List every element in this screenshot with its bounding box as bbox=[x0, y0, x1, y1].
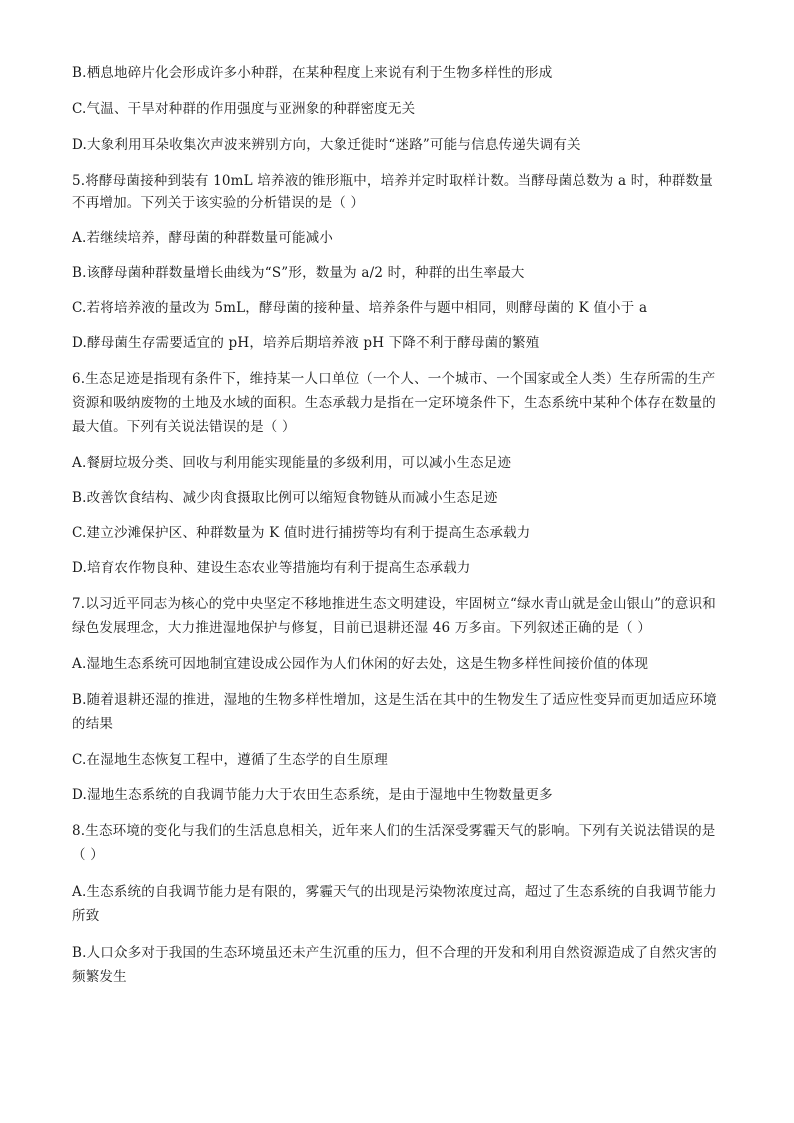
q8-option-b: B.人口众多对于我国的生态环境虽还未产生沉重的压力，但不合理的开发和利用自然资源造成了自然灾害的频繁发生 bbox=[72, 945, 717, 985]
q4-option-c: C.气温、干旱对种群的作用强度与亚洲象的种群密度无关 bbox=[72, 101, 416, 117]
q7-option-d: D.湿地生态系统的自我调节能力大于农田生态系统，是由于湿地中生物数量更多 bbox=[72, 787, 553, 803]
q4-option-d: D.大象利用耳朵收集次声波来辨别方向，大象迁徙时“迷路”可能与信息传递失调有关 bbox=[72, 137, 581, 153]
q7-stem: 7.以习近平同志为核心的党中央坚定不移地推进生态文明建设，牢固树立“绿水青山就是金山银山”的意识和绿色发展理念，大力推进湿地保护与修复，目前已退耕还湿 46 万多亩。下列叙述正确的是（ ） bbox=[72, 596, 716, 636]
q5-option-d: D.酵母菌生存需要适宜的 pH，培养后期培养液 pH 下降不利于酵母菌的繁殖 bbox=[72, 335, 540, 351]
q6-stem: 6.生态足迹是指现有条件下，维持某一人口单位（一个人、一个城市、一个国家或全人类）生存所需的生产资源和吸纳废物的土地及水域的面积。生态承载力是指在一定环境条件下，生态系统中某种个体存在数量的最大值。下列有关说法错误的是（ ） bbox=[72, 371, 716, 435]
q6-option-d: D.培育农作物良种、建设生态农业等措施均有利于提高生态承载力 bbox=[72, 560, 471, 576]
q5-option-b: B.该酵母菌种群数量增长曲线为“S”形，数量为 a/2 时，种群的出生率最大 bbox=[72, 265, 525, 281]
exam-page bbox=[72, 62, 722, 989]
q7-option-b: B.随着退耕还湿的推进，湿地的生物多样性增加，这是生活在其中的生物发生了适应性变异而更加适应环境的结果 bbox=[72, 692, 717, 732]
q6-option-b: B.改善饮食结构、减少肉食摄取比例可以缩短食物链从而减小生态足迹 bbox=[72, 490, 498, 506]
q5-stem: 5.将酵母菌接种到装有 10mL 培养液的锥形瓶中，培养并定时取样计数。当酵母菌总数为 a 时，种群数量不再增加。下列关于该实验的分析错误的是（ ） bbox=[72, 173, 713, 211]
q5-option-a: A.若继续培养，酵母菌的种群数量可能减小 bbox=[72, 230, 334, 246]
q7-option-c: C.在湿地生态恢复工程中，遵循了生态学的自生原理 bbox=[72, 752, 388, 768]
q6-option-c: C.建立沙滩保护区、种群数量为 K 值时进行捕捞等均有利于提高生态承载力 bbox=[72, 525, 531, 541]
q7-option-a: A.湿地生态系统可因地制宜建设成公园作为人们休闲的好去处，这是生物多样性间接价值的体现 bbox=[72, 656, 649, 672]
q5-option-c: C.若将培养液的量改为 5mL，酵母菌的接种量、培养条件与题中相同，则酵母菌的 K 值小于 a bbox=[72, 300, 648, 316]
q8-option-a: A.生态系统的自我调节能力是有限的，雾霾天气的出现是污染物浓度过高，超过了生态系统的自我调节能力所致 bbox=[72, 884, 717, 924]
q6-option-a: A.餐厨垃圾分类、回收与利用能实现能量的多级利用，可以减小生态足迹 bbox=[72, 455, 512, 471]
q8-stem: 8.生态环境的变化与我们的生活息息相关，近年来人们的生活深受雾霾天气的影响。下列有关说法错误的是（ ） bbox=[72, 823, 716, 863]
q4-option-b: B.栖息地碎片化会形成许多小种群，在某种程度上来说有利于生物多样性的形成 bbox=[72, 65, 553, 81]
